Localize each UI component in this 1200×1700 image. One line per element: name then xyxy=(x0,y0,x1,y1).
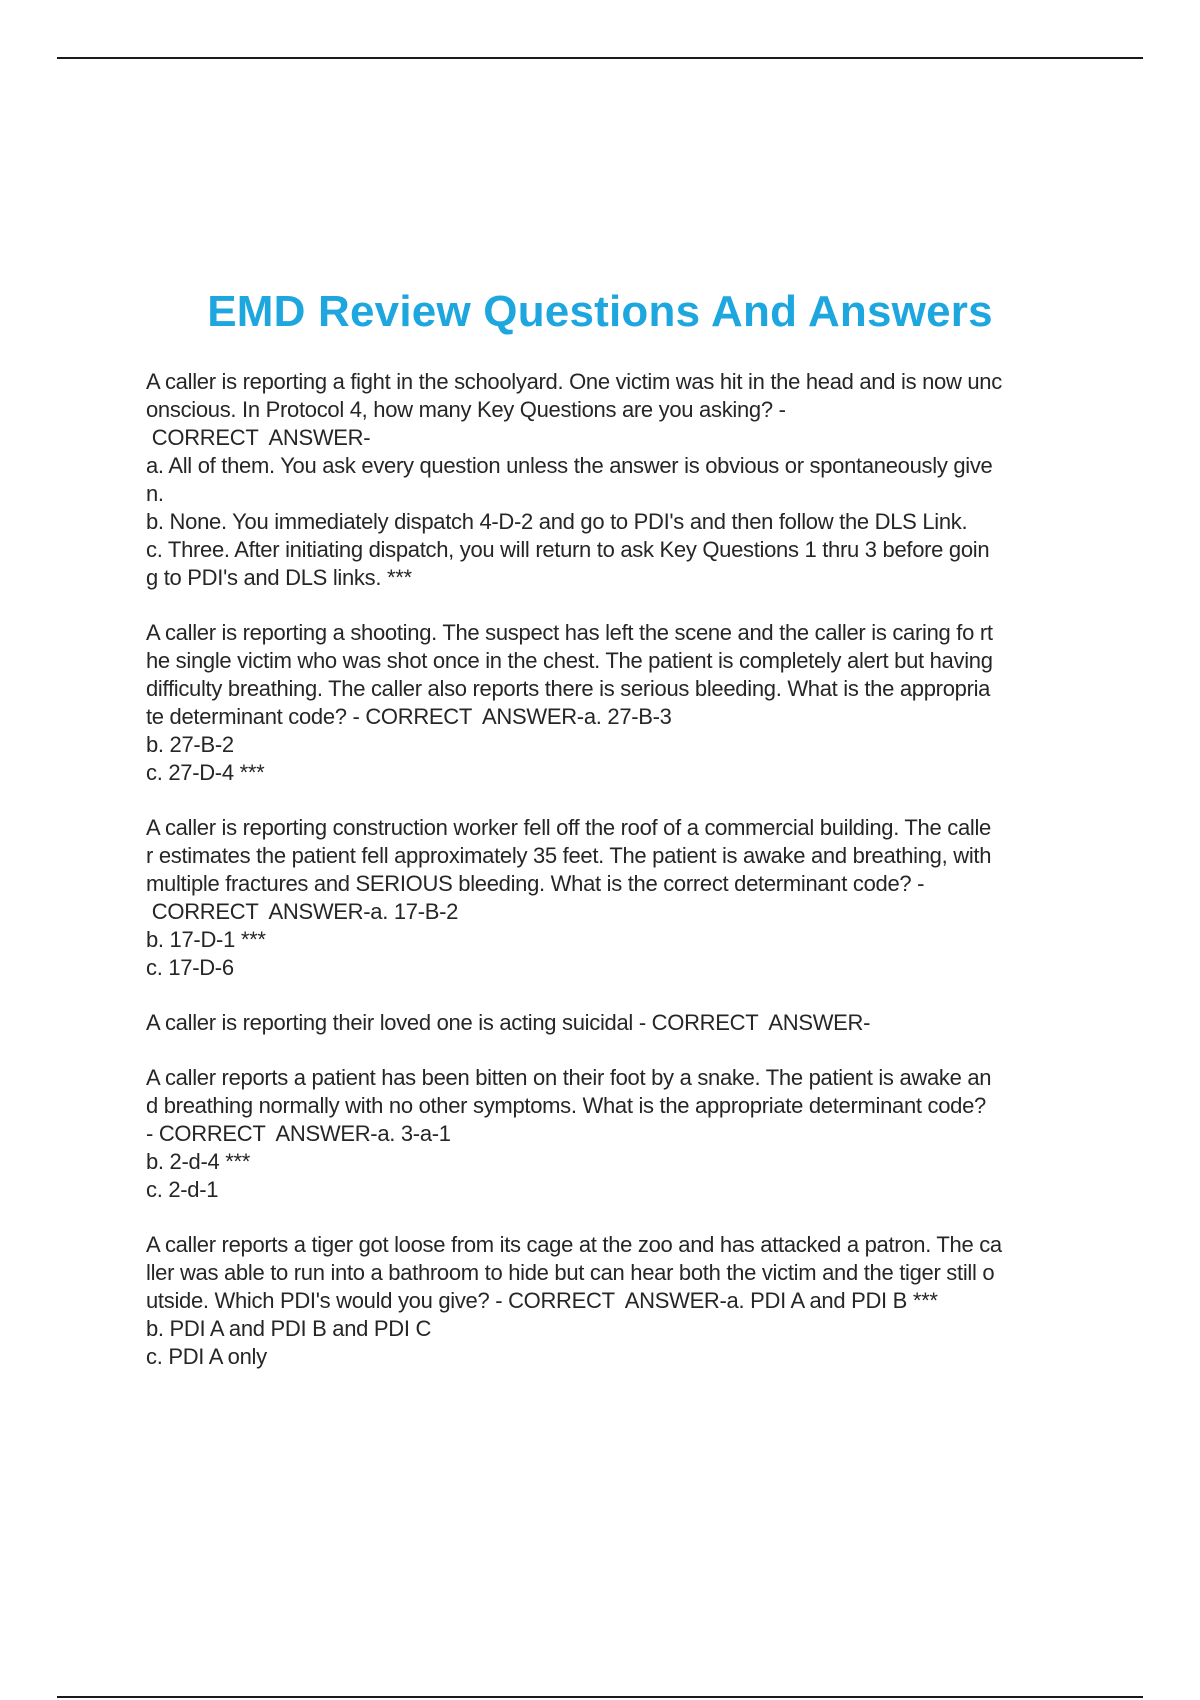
qa-line: b. PDI A and PDI B and PDI C xyxy=(146,1316,432,1341)
qa-line: c. Three. After initiating dispatch, you will return to ask Key Questions 1 thru 3 before goin xyxy=(146,537,990,562)
qa-item xyxy=(146,619,1096,787)
qa-line: a. All of them. You ask every question unless the answer is obvious or spontaneously give xyxy=(146,453,993,478)
qa-item xyxy=(146,814,1096,982)
qa-line: A caller reports a patient has been bitten on their foot by a snake. The patient is awake an xyxy=(146,1065,992,1090)
qa-line: A caller reports a tiger got loose from its cage at the zoo and has attacked a patron. The ca xyxy=(146,1232,1002,1257)
qa-line: he single victim who was shot once in the chest. The patient is completely alert but having xyxy=(146,648,993,673)
qa-line: A caller is reporting their loved one is acting suicidal - CORRECT ANSWER- xyxy=(146,1010,871,1035)
qa-line: g to PDI's and DLS links. *** xyxy=(146,565,412,590)
qa-line: c. 2-d-1 xyxy=(146,1177,219,1202)
qa-line: A caller is reporting a shooting. The suspect has left the scene and the caller is caring fo rt xyxy=(146,620,993,645)
document-title: EMD Review Questions And Answers xyxy=(207,287,993,336)
qa-line: multiple fractures and SERIOUS bleeding. What is the correct determinant code? - xyxy=(146,871,925,896)
qa-line: b. 27-B-2 xyxy=(146,732,234,757)
qa-line: onscious. In Protocol 4, how many Key Questions are you asking? - xyxy=(146,397,786,422)
qa-item xyxy=(146,1231,1096,1371)
qa-line: c. 27-D-4 *** xyxy=(146,760,265,785)
qa-line: b. None. You immediately dispatch 4-D-2 and go to PDI's and then follow the DLS Link. xyxy=(146,509,968,534)
qa-line: difficulty breathing. The caller also reports there is serious bleeding. What is the appropria xyxy=(146,676,991,701)
qa-line: b. 17-D-1 *** xyxy=(146,927,266,952)
bottom-rule xyxy=(57,1696,1143,1698)
qa-line: r estimates the patient fell approximately 35 feet. The patient is awake and breathing, with xyxy=(146,843,992,868)
qa-item xyxy=(146,1064,1096,1204)
qa-line: - CORRECT ANSWER-a. 3-a-1 xyxy=(146,1121,451,1146)
qa-line: A caller is reporting a fight in the schoolyard. One victim was hit in the head and is now unc xyxy=(146,369,1002,394)
qa-item xyxy=(146,1009,1096,1037)
qa-line: CORRECT ANSWER-a. 17-B-2 xyxy=(146,899,459,924)
qa-line: c. PDI A only xyxy=(146,1344,267,1369)
qa-line: d breathing normally with no other symptoms. What is the appropriate determinant code? xyxy=(146,1093,986,1118)
qa-line: utside. Which PDI's would you give? - CORRECT ANSWER-a. PDI A and PDI B *** xyxy=(146,1288,938,1313)
qa-line: n. xyxy=(146,481,164,506)
qa-line: te determinant code? - CORRECT ANSWER-a. 27-B-3 xyxy=(146,704,672,729)
qa-line: A caller is reporting construction worker fell off the roof of a commercial building. The calle xyxy=(146,815,991,840)
top-rule xyxy=(57,57,1143,59)
qa-line: ller was able to run into a bathroom to hide but can hear both the victim and the tiger still o xyxy=(146,1260,995,1285)
qa-line: c. 17-D-6 xyxy=(146,955,234,980)
qa-item xyxy=(146,368,1096,592)
qa-line: b. 2-d-4 *** xyxy=(146,1149,251,1174)
qa-list xyxy=(146,368,1096,1398)
qa-line: CORRECT ANSWER- xyxy=(146,425,371,450)
